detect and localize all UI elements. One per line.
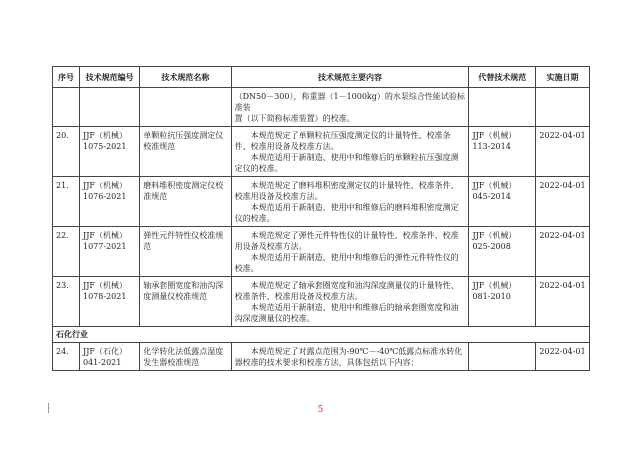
content-paragraph: 本规范规定了单颗粒抗压强度测定仪的计量特性、校准条件、校准用设备及校准方法。 [234,131,451,151]
replaced-spec: JJF（机械）025-2008 [469,227,535,277]
header-date: 实施日期 [535,67,589,88]
standards-table [52,66,590,371]
content-line: 置（以下简称标准装置）的校准。 [234,114,355,123]
content-paragraph: 本规范适用于新制造、使用中和维修后的单颗粒抗压强度测定仪的校准。 [234,153,459,173]
replaced-spec: JJF（机械）113-2014 [469,127,535,177]
content-paragraph: 本规范适用于新制造、使用中和维修后的轴承套圈宽度和油沟深度测量仪的校准。 [234,303,459,323]
table-row [53,343,590,371]
content-cell [231,177,469,227]
content-cell [231,127,469,177]
row-number: 21. [53,177,80,227]
header-content: 技术规范主要内容 [231,67,469,88]
content-cell [231,88,469,127]
row-number: 23. [53,277,80,327]
replaced-spec: JJF（机械）081-2010 [469,277,535,327]
row-number: 22. [53,227,80,277]
header-name: 技术规范名称 [140,67,231,88]
header-replaces: 代替技术规范 [469,67,535,88]
content-paragraph: 本规范规定了轴承套圈宽度和油沟深度测量仪的计量特性、校准条件、校准用设备及校准方法。 [234,281,459,301]
spec-code: JJF（机械）1075-2021 [80,127,140,177]
spec-code: JJF（机械）1077-2021 [80,227,140,277]
content-cell [231,277,469,327]
content-paragraph: 本规范适用于新制造、使用中和维修后的弹性元件特性仪的校准。 [234,253,459,273]
table-row [53,177,590,227]
section-title: 石化行业 [53,327,590,343]
replaced-spec [469,343,535,371]
header-no: 序号 [53,67,80,88]
row-number: 20. [53,127,80,177]
spec-code: JJF（机械）1076-2021 [80,177,140,227]
spec-code: JJF（机械）1078-2021 [80,277,140,327]
spec-name: 轴承套圈宽度和油沟深度测量仪校准规范 [140,277,231,327]
table-row [53,127,590,177]
effective-date: 2022-04-01 [535,343,589,371]
spec-name: 化学转化法低露点湿度发生器校准规范 [140,343,231,371]
effective-date: 2022-04-01 [535,177,589,227]
content-paragraph: 本规范规定了弹性元件特性仪的计量特性、校准条件、校准用设备及校准方法。 [234,231,459,251]
table-header-row [53,67,590,88]
page-number: 5 [317,405,324,415]
content-paragraph: 本规范规定了对露点范围为-90℃－-40℃低露点标准水转化器校准的技术要求和校准方法，具体包括以下内容： [234,347,463,367]
effective-date: 2022-04-01 [535,127,589,177]
spec-name: 弹性元件特性仪校准规范 [140,227,231,277]
effective-date: 2022-04-01 [535,277,589,327]
content-paragraph: 本规范适用于新制造、使用中和维修后的磨料堆积密度测定仪的校准。 [234,203,459,223]
content-paragraph: 本规范规定了磨料堆积密度测定仪的计量特性、校准条件、校准用设备及校准方法。 [234,181,459,201]
spec-name: 单颗粒抗压强度测定仪校准规范 [140,127,231,177]
row-number: 24. [53,343,80,371]
effective-date: 2022-04-01 [535,227,589,277]
table-row-continuation [53,88,590,127]
spec-code: JJF（石化）041-2021 [80,343,140,371]
header-code: 技术规范编号 [80,67,140,88]
content-cell [231,343,469,371]
table-row [53,227,590,277]
content-cell [231,227,469,277]
replaced-spec: JJF（机械）045-2014 [469,177,535,227]
content-line: （DN50－300），称重器（1－1000kg）的水泵综合性能试验标准装 [234,92,465,112]
table-row [53,277,590,327]
section-row [53,327,590,343]
spec-name: 磨料堆积密度测定仪校准规范 [140,177,231,227]
